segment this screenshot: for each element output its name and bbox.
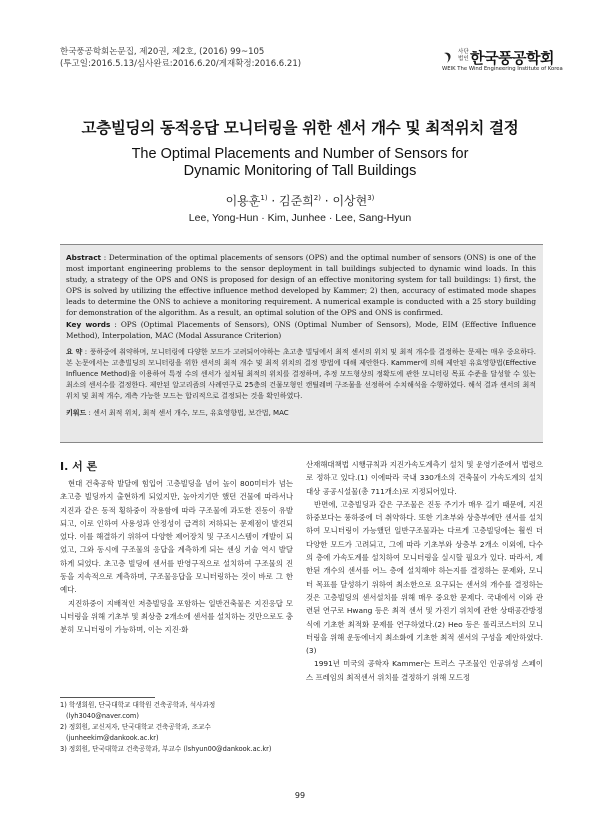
paragraph: 산재해대책법 시행규칙과 지진가속도계측기 설치 및 운영기준에서 법령으로 정하고 있다.(1) 이에따라 국내 330개소의 건축물이 가속도계의 설치 대상 공공시설물(총 711개소)로 지정되어있다. bbox=[306, 460, 543, 496]
title-english bbox=[0, 146, 600, 180]
abstract-label: Abstract bbox=[66, 253, 102, 262]
author-separator: · bbox=[320, 194, 333, 208]
paragraph: 지진하중이 지배적인 저층빌딩을 포함하는 일반건축물은 지진응답 모니터링을 위해 기초부 및 최상층 2개소에 센서를 설치하는 것만으로도 충분히 모니터링이 가능하며, 이는 지진·화 bbox=[60, 598, 293, 635]
abstract-korean-text: 풍하중에 취약하며, 모니터링에 다양한 모드가 고려되어야하는 초고층 빌딩에서 최적 센서의 위치 및 최적 개수를 결정하는 문제는 매우 중요하다. 본 논문에서는 고층빌딩의 모니터링을 위한 센서의 최적 개수 및 최적 위치의 결정 방법에 대해 제안한다. Kammer에 의해 제안된 유효영향법(Effective Influence Method)을 이용하여 특정 수의 센서가 설치될 최적의 위치를 결정하며, 추정 모드형상의 정확도에 관한 모니터링 목표 수준을 달성할 수 있는 최소의 센서수를 결정한다. 제안된 알고리즘의 사례연구로 25층의 건물모형인 캔틸레버 구조물을 선정하여 수치해석을 수행하였다. 해석 결과 센서의 최적 위치 및 최적 개수, 계측 가능한 모드는 합리적으로 결정되는 것을 확인하였다. bbox=[66, 348, 537, 400]
title-korean: 고층빌딩의 동적응답 모니터링을 위한 센서 개수 및 최적위치 결정 bbox=[81, 119, 519, 137]
footnotes bbox=[60, 700, 293, 755]
page-number: 99 bbox=[294, 791, 306, 800]
abstract-english: Abstract : Determination of the optimal placements of sensors (OPS) and the optimal number of sensors (ONS) is one of the most important engineering problems to the sensor deployment in tall buildings subjected to dynamic wind loads. In this study, a strategy of the OPS and ONS is proposed for design of an effective monitoring system for tall buildings: 1) first, the OPS is solved by utilizing the effective influence method developed by Kammer; 2) then, accuracy of estimated mode shapes leads to determine the ONS to achieve a monitoring requirement. A numerical example is conducted with a 25 story building for demonstration of the algorithm. As a result, an optimal solution of the OPS and ONS is confirmed. bbox=[66, 253, 536, 317]
society-logo-icon bbox=[442, 51, 454, 65]
logo-name: 한국풍공학회 bbox=[470, 49, 554, 67]
keywords-korean-label: 키워드 bbox=[66, 409, 87, 417]
society-logo bbox=[442, 43, 562, 83]
logo-subtitle: WEIK The Wind Engineering Institute of Korea bbox=[442, 66, 563, 72]
paragraph: 1991년 미국의 공학자 Kammer는 트러스 구조물인 인공위성 스페이스 프레임의 최적센서 위치를 결정하기 위해 모드정 bbox=[306, 659, 543, 682]
paragraph: 현대 건축공학 발달에 힘입어 고층빌딩을 넘어 높이 800미터가 넘는 초고층 빌딩까지 출현하게 되었지만, 높아지기만 했던 건물에 따라서나 지진과 같은 동적 횡하중이 작용함에 따라 구조물에 과도한 진동이 유발되고, 이로 인하여 사용성과 안정성이 급격히 저하되는 문제점이 발견되었다. 이를 해결하기 위하여 다양한 제어장치 및 구조시스템이 개발이 되었고, 그와 동시에 구조물의 응답을 계측하게 되는 센싱 기술 역시 발달 하게 되었다. 초고층 빌딩에 센서를 반영구적으로 설치하여 구조물의 진동을 지속적으로 계측하며, 구조물응답을 모니터링하는 것이 바로 그 한 예다. bbox=[60, 479, 293, 595]
right-column bbox=[306, 458, 543, 684]
author-1-affil: 1) bbox=[260, 194, 268, 202]
author-3-affil: 3) bbox=[367, 194, 375, 202]
keywords-label: Key words bbox=[66, 320, 111, 329]
footnote: 1) 학생회원, 단국대학교 대학원 건축공학과, 석사과정 bbox=[60, 701, 216, 709]
footnote: 2) 정회원, 교신저자, 단국대학교 건축공학과, 조교수 bbox=[60, 723, 211, 731]
abstract-text: Determination of the optimal placements of sensors (OPS) and the optimal number of sensors (ONS) is one of the most important engineering problems to the sensor deployment in tall buildings subjected to dynamic wind loads. In this study, a strategy of the OPS and ONS is proposed for design of an effective monitoring system for tall buildings: 1) first, the OPS is solved by utilizing the effective influence method developed by Kammer; 2) then, accuracy of estimated mode shapes leads to determine the ONS to achieve a monitoring requirement. A numerical example is conducted with a 25 story building for demonstration of the algorithm. As a result, an optimal solution of the OPS and ONS is confirmed. bbox=[66, 253, 536, 317]
author-3: 이상현 bbox=[332, 194, 368, 208]
logo-prefix: 사단 법인 bbox=[458, 49, 469, 62]
paragraph: 반면에, 고층빌딩과 같은 구조물은 진동 주기가 매우 길기 때문에, 지진하중보다는 풍하중에 더 취약하다. 또한 기초부와 상층부에만 센서를 설치하여 모니터링이 가능했던 일반구조물과는 다르게 고층빌딩에는 훨씬 더 다양한 모드가 고려되고, 그에 따라 기초부와 상층부 2개소 이외에, 다수의 층에 가속도계를 설치하여 모니터링을 실시할 필요가 있다. 따라서, 제한된 개수의 센서를 어느 층에 설치해야 하는지를 결정하는 문제와, 모니터 목표를 달성하기 위하여 최소한으로 요구되는 센서의 개수를 결정하는 것은 고층빌딩의 센서설치를 위해 매우 중요한 문제다. 국내에서 이와 관련된 연구로 Hwang 등은 최적 센서 및 가진기 위치에 관한 상태공간방정식에 기초한 최적화 문제를 연구하였다.(2) Heo 등은 롤리코스터의 모니터링을 위해 운동에너지 최소화에 기초한 최적 센서의 구성을 제안하였다.(3) bbox=[306, 499, 543, 656]
author-2-affil: 2) bbox=[313, 194, 321, 202]
abstract-box bbox=[60, 244, 543, 443]
footnote-rule bbox=[60, 697, 155, 698]
authors-english: Lee, Yong-Hun · Kim, Junhee · Lee, Sang-Hyun bbox=[188, 212, 412, 224]
title-english-line1: The Optimal Placements and Number of Sensors for bbox=[131, 146, 469, 162]
abstract-korean: 요 약 : 풍하중에 취약하며, 모니터링에 다양한 모드가 고려되어야하는 초고층 빌딩에서 최적 센서의 위치 및 최적 개수를 결정하는 문제는 매우 중요하다. 본 논문에서는 고층빌딩의 모니터링을 위한 센서의 최적 개수 및 최적 위치의 결정 방법에 대해 제안한다. Kammer에 의해 제안된 유효영향법(Effective Influence Method)을 이용하여 특정 수의 센서가 설치될 최적의 위치를 결정하며, 추정 모드형상의 정확도에 관한 모니터링 목표 수준을 달성할 수 있는 최소의 센서수를 결정한다. 제안된 알고리즘의 사례연구로 25층의 건물모형인 캔틸레버 구조물을 선정하여 수치해석을 수행하였다. 해석 결과 센서의 최적 위치 및 최적 개수, 계측 가능한 모드는 합리적으로 결정되는 것을 확인하였다. bbox=[66, 348, 537, 400]
author-separator: · bbox=[267, 194, 280, 208]
abstract-korean-label: 요 약 bbox=[66, 348, 83, 356]
footnote: (junheekim@dankook.ac.kr) bbox=[66, 734, 159, 742]
journal-header bbox=[60, 46, 301, 70]
author-1: 이용훈 bbox=[225, 194, 261, 208]
left-column bbox=[60, 477, 293, 637]
keywords-korean: 키워드 : 센서 최적 위치, 최적 센서 개수, 모드, 유효영향법, 보간법, MAC bbox=[66, 409, 289, 417]
footnote: 3) 정회원, 단국대학교 건축공학과, 부교수 (lshyun00@dankook.ac.kr) bbox=[60, 745, 272, 753]
journal-citation: 한국풍공학회논문집, 제20권, 제2호, (2016) 99~105 bbox=[60, 47, 265, 57]
keywords-text: OPS (Optimal Placements of Sensors), ONS (Optimal Number of Sensors), Mode, EIM (Effective Influence Method), Interpolation, MAC (Modal Assurance Criterion) bbox=[66, 320, 536, 340]
keywords: Key words : OPS (Optimal Placements of Sensors), ONS (Optimal Number of Sensors), Mode, EIM (Effective Influence Method), Interpolation, MAC (Modal Assurance Criterion) bbox=[66, 320, 536, 340]
footnote: (lyh3040@naver.com) bbox=[66, 712, 139, 720]
submission-dates: (투고일:2016.5.13/심사완료:2016.6.20/게재확정:2016.6.21) bbox=[60, 59, 302, 69]
author-2: 김준희 bbox=[279, 194, 314, 208]
keywords-korean-text: 센서 최적 위치, 최적 센서 개수, 모드, 유효영향법, 보간법, MAC bbox=[93, 409, 289, 417]
section-heading: I. 서 론 bbox=[60, 460, 98, 473]
title-english-line2: Dynamic Monitoring of Tall Buildings bbox=[183, 163, 417, 179]
authors-korean bbox=[0, 192, 600, 209]
